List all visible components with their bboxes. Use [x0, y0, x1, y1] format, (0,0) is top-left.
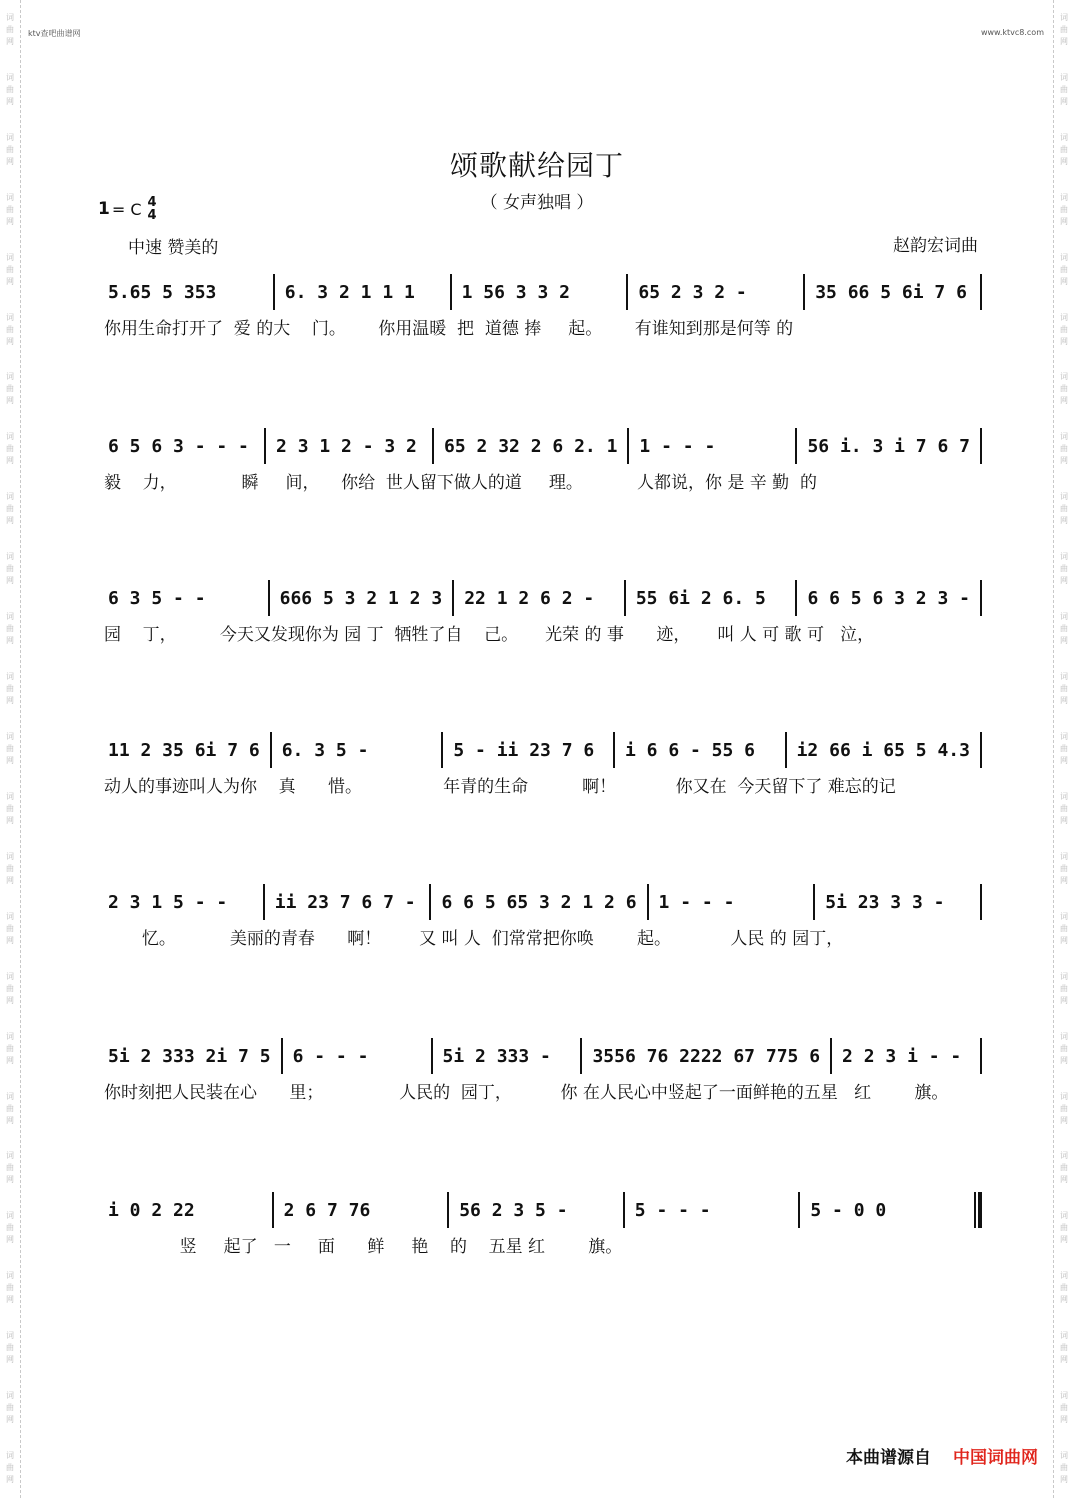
watermark-char: 网 [1060, 336, 1068, 346]
watermark-char: 曲 [6, 1463, 14, 1473]
watermark-char: 词 [1060, 1391, 1068, 1401]
watermark-char: 网 [6, 1235, 14, 1245]
barline [980, 732, 982, 768]
measure: 65 2 3 2 - [638, 281, 747, 303]
watermark-group [0, 1318, 20, 1378]
watermark-group [0, 1198, 20, 1258]
watermark-char: 词 [6, 1271, 14, 1281]
watermark-char: 词 [1060, 1151, 1068, 1161]
watermark-group [0, 300, 20, 360]
watermark-char: 网 [1060, 36, 1068, 46]
watermark-char: 网 [6, 1055, 14, 1065]
right-watermark-strip [1053, 0, 1074, 1498]
watermark-char: 网 [1060, 1295, 1068, 1305]
measure: 1 56 3 3 2 [461, 281, 570, 303]
watermark-char: 曲 [1060, 1103, 1068, 1113]
watermark-char: 曲 [6, 24, 14, 34]
watermark-char: 网 [1060, 995, 1068, 1005]
watermark-char: 曲 [1060, 444, 1068, 454]
watermark-char: 词 [6, 791, 14, 801]
watermark-char: 词 [1060, 851, 1068, 861]
tempo-marking: 中速 赞美的 [128, 238, 219, 258]
measure: 56 2 3 5 - [459, 1199, 568, 1221]
watermark-group [1054, 0, 1074, 60]
notation-line [98, 880, 982, 924]
watermark-char: 曲 [1060, 1043, 1068, 1053]
watermark-char: 网 [1060, 456, 1068, 466]
measure: 2 3 1 5 - - [108, 891, 228, 913]
watermark-char: 网 [6, 1115, 14, 1125]
measure: 3556 76 2222 67 775 6 [592, 1045, 821, 1067]
watermark-char: 词 [1060, 132, 1068, 142]
watermark-char: 网 [6, 696, 14, 706]
watermark-group [0, 599, 20, 659]
watermark-group [1054, 599, 1074, 659]
watermark-char: 曲 [1060, 564, 1068, 574]
watermark-char: 词 [1060, 791, 1068, 801]
watermark-char: 网 [1060, 1115, 1068, 1125]
left-watermark-strip [0, 0, 21, 1498]
watermark-char: 曲 [1060, 264, 1068, 274]
key-signature [98, 196, 157, 222]
watermark-char: 词 [6, 252, 14, 262]
watermark-char: 词 [6, 192, 14, 202]
measure: 5i 2 333 2i 7 5 [108, 1045, 271, 1067]
watermark-char: 网 [6, 1295, 14, 1305]
watermark-group [1054, 1318, 1074, 1378]
watermark-group [0, 479, 20, 539]
watermark-char: 词 [1060, 312, 1068, 322]
watermark-char: 网 [6, 1475, 14, 1485]
score-row [98, 1188, 982, 1262]
watermark-char: 词 [6, 851, 14, 861]
final-barline [974, 1192, 982, 1228]
watermark-group [0, 0, 20, 60]
watermark-char: 网 [1060, 756, 1068, 766]
score-row [98, 880, 982, 954]
watermark-char: 词 [6, 492, 14, 502]
watermark-char: 曲 [1060, 24, 1068, 34]
measure: i2 66 i 65 5 4.3 [796, 739, 970, 761]
watermark-char: 网 [1060, 276, 1068, 286]
watermark-char: 曲 [6, 1223, 14, 1233]
watermark-char: 网 [1060, 576, 1068, 586]
watermark-char: 词 [1060, 492, 1068, 502]
watermark-char: 曲 [6, 564, 14, 574]
watermark-char: 网 [1060, 815, 1068, 825]
watermark-char: 曲 [6, 504, 14, 514]
watermark-char: 网 [6, 156, 14, 166]
song-title: 颂歌献给园丁 [449, 149, 624, 182]
watermark-char: 曲 [1060, 1463, 1068, 1473]
key-eq: = C [111, 199, 142, 219]
watermark-char: 词 [6, 12, 14, 22]
composer-credit: 赵韵宏词曲 [893, 236, 978, 256]
measure: i 0 2 22 [108, 1199, 195, 1221]
watermark-char: 曲 [6, 444, 14, 454]
song-subtitle: （ 女声独唱 ） [480, 193, 594, 213]
watermark-char: 网 [6, 995, 14, 1005]
watermark-char: 词 [1060, 1331, 1068, 1341]
footer-label: 本曲谱源自 [846, 1448, 931, 1468]
watermark-char: 网 [6, 456, 14, 466]
watermark-char: 曲 [6, 863, 14, 873]
watermark-char: 网 [6, 216, 14, 226]
watermark-char: 曲 [1060, 1403, 1068, 1413]
watermark-char: 词 [1060, 1091, 1068, 1101]
notation-line [98, 1034, 982, 1078]
measure: 6 6 5 65 3 2 1 2 6 [441, 891, 637, 913]
watermark-group [1054, 300, 1074, 360]
score-row [98, 424, 982, 498]
watermark-char: 网 [1060, 516, 1068, 526]
watermark-char: 网 [6, 276, 14, 286]
lyrics-line: 园 丁， 今天又发现你为 园 丁 牺牲了自 己。 光荣 的 事 迹， 叫 人 可 歌 可 泣， [104, 625, 875, 645]
watermark-group [1054, 1438, 1074, 1498]
watermark-char: 词 [6, 672, 14, 682]
watermark-group [0, 1139, 20, 1199]
measure: 22 1 2 6 2 - [464, 587, 595, 609]
watermark-group [1054, 839, 1074, 899]
watermark-group [1054, 659, 1074, 719]
measure: 2 2 3 i - - [842, 1045, 962, 1067]
watermark-char: 网 [6, 935, 14, 945]
watermark-char: 曲 [1060, 504, 1068, 514]
watermark-char: 词 [6, 312, 14, 322]
watermark-group [0, 779, 20, 839]
watermark-char: 曲 [6, 1043, 14, 1053]
watermark-group [0, 839, 20, 899]
measure: ii 23 7 6 7 - [274, 891, 416, 913]
measure: 5 - 0 0 [810, 1199, 887, 1221]
watermark-char: 网 [6, 1415, 14, 1425]
watermark-char: 网 [1060, 96, 1068, 106]
watermark-char: 网 [6, 815, 14, 825]
watermark-char: 词 [6, 552, 14, 562]
measure: 35 66 5 6i 7 6 [815, 281, 967, 303]
watermark-char: 网 [6, 516, 14, 526]
watermark-char: 网 [6, 756, 14, 766]
watermark-char: 曲 [1060, 803, 1068, 813]
watermark-group [1054, 1198, 1074, 1258]
measure: 1 - - - [639, 435, 716, 457]
watermark-char: 词 [1060, 911, 1068, 921]
watermark-char: 词 [1060, 552, 1068, 562]
header-site-url: www.ktvc8.com [980, 28, 1044, 37]
watermark-char: 词 [1060, 1031, 1068, 1041]
watermark-char: 网 [6, 576, 14, 586]
watermark-char: 网 [1060, 1355, 1068, 1365]
watermark-char: 网 [6, 1355, 14, 1365]
watermark-char: 网 [1060, 1475, 1068, 1485]
barline [980, 428, 982, 464]
watermark-char: 词 [1060, 732, 1068, 742]
watermark-char: 词 [6, 1151, 14, 1161]
watermark-group [0, 360, 20, 420]
watermark-char: 网 [1060, 636, 1068, 646]
watermark-group [1054, 1139, 1074, 1199]
measure: 6 - - - [292, 1045, 369, 1067]
measure: 2 3 1 2 - 3 2 [276, 435, 417, 457]
watermark-char: 网 [6, 336, 14, 346]
measure: 2 6 7 76 [283, 1199, 371, 1221]
watermark-group [1054, 1258, 1074, 1318]
watermark-char: 词 [6, 911, 14, 921]
watermark-char: 词 [6, 372, 14, 382]
footer-brand: 中国词曲网 [953, 1448, 1038, 1468]
watermark-group [0, 959, 20, 1019]
watermark-char: 词 [1060, 252, 1068, 262]
watermark-char: 词 [6, 432, 14, 442]
lyrics-line: 你用生命打开了 爱 的大 门。 你用温暖 把 道德 捧 起。 有谁知到那是何等 的 [104, 319, 794, 339]
watermark-char: 词 [1060, 72, 1068, 82]
watermark-char: 网 [1060, 696, 1068, 706]
watermark-group [0, 240, 20, 300]
watermark-char: 曲 [6, 84, 14, 94]
watermark-char: 曲 [6, 1163, 14, 1173]
barline [980, 884, 982, 920]
watermark-char: 词 [1060, 1211, 1068, 1221]
watermark-char: 词 [1060, 672, 1068, 682]
watermark-group [0, 1258, 20, 1318]
watermark-char: 词 [6, 1331, 14, 1341]
watermark-group [1054, 779, 1074, 839]
watermark-char: 词 [6, 1091, 14, 1101]
watermark-group [0, 899, 20, 959]
watermark-char: 网 [1060, 1055, 1068, 1065]
measure: 5i 2 333 - [442, 1045, 551, 1067]
watermark-char: 网 [6, 396, 14, 406]
watermark-group [0, 1378, 20, 1438]
watermark-group [0, 1019, 20, 1079]
lyrics-line: 动人的事迹叫人为你 真 惜。 年青的生命 啊！ 你又在 今天留下了 难忘的记 [104, 777, 896, 797]
watermark-char: 曲 [6, 983, 14, 993]
watermark-char: 词 [6, 1211, 14, 1221]
watermark-char: 网 [1060, 216, 1068, 226]
watermark-char: 网 [1060, 875, 1068, 885]
watermark-char: 曲 [6, 204, 14, 214]
watermark-char: 曲 [1060, 1223, 1068, 1233]
watermark-group [0, 659, 20, 719]
watermark-group [1054, 1079, 1074, 1139]
watermark-group [1054, 60, 1074, 120]
watermark-char: 网 [6, 96, 14, 106]
watermark-char: 词 [6, 1031, 14, 1041]
watermark-char: 网 [1060, 396, 1068, 406]
watermark-char: 曲 [6, 1403, 14, 1413]
watermark-char: 词 [6, 971, 14, 981]
watermark-char: 网 [6, 875, 14, 885]
watermark-char: 词 [1060, 612, 1068, 622]
watermark-char: 曲 [6, 744, 14, 754]
lyrics-line: 忆。 美丽的青春 啊！ 又 叫 人 们常常把你唤 起。 人民 的 园丁， [104, 929, 844, 949]
measure: 65 2 32 2 6 2. 1 [444, 435, 618, 457]
watermark-char: 词 [1060, 1271, 1068, 1281]
watermark-char: 词 [1060, 12, 1068, 22]
watermark-group [1054, 719, 1074, 779]
watermark-char: 曲 [1060, 1163, 1068, 1173]
notation-line [98, 424, 982, 468]
watermark-group [1054, 360, 1074, 420]
watermark-char: 曲 [6, 803, 14, 813]
watermark-char: 曲 [6, 384, 14, 394]
footer-source [846, 1443, 1038, 1468]
watermark-group [1054, 1378, 1074, 1438]
measure: 6 6 5 6 3 2 3 - [807, 587, 970, 609]
watermark-group [1054, 479, 1074, 539]
time-signature [148, 196, 157, 222]
measure: 5 - - - [634, 1199, 711, 1221]
watermark-char: 曲 [6, 1283, 14, 1293]
watermark-char: 词 [6, 732, 14, 742]
watermark-char: 网 [1060, 1235, 1068, 1245]
watermark-char: 曲 [6, 144, 14, 154]
watermark-group [1054, 899, 1074, 959]
measure: 6. 3 2 1 1 1 [284, 281, 415, 303]
watermark-char: 词 [6, 612, 14, 622]
watermark-char: 网 [6, 36, 14, 46]
time-numerator: 4 [147, 195, 157, 210]
score-row [98, 728, 982, 802]
watermark-char: 词 [1060, 432, 1068, 442]
watermark-char: 词 [1060, 372, 1068, 382]
lyrics-line: 毅 力， 瞬 间， 你给 世人留下做人的道 理。 人都说，你 是 辛 勤 的 [104, 473, 817, 493]
watermark-group [1054, 959, 1074, 1019]
watermark-char: 曲 [6, 684, 14, 694]
barline [980, 1038, 982, 1074]
watermark-group [1054, 240, 1074, 300]
barline [980, 274, 982, 310]
watermark-group [0, 60, 20, 120]
measure: 666 5 3 2 1 2 3 [279, 587, 443, 609]
watermark-group [0, 539, 20, 599]
watermark-char: 曲 [1060, 204, 1068, 214]
watermark-char: 词 [6, 1451, 14, 1461]
watermark-char: 词 [6, 1391, 14, 1401]
watermark-char: 词 [1060, 1451, 1068, 1461]
lyrics-line: 竖 起了 一 面 鲜 艳 的 五星 红 旗。 [104, 1237, 623, 1257]
watermark-group [1054, 1019, 1074, 1079]
watermark-char: 词 [1060, 971, 1068, 981]
header-site-name: ktv查吧曲谱网 [28, 29, 81, 38]
watermark-group [0, 719, 20, 779]
watermark-group [0, 1438, 20, 1498]
watermark-char: 曲 [1060, 1343, 1068, 1353]
measure: 1 - - - [658, 891, 735, 913]
measure: 55 6i 2 6. 5 [635, 587, 766, 609]
watermark-char: 网 [1060, 935, 1068, 945]
watermark-char: 曲 [1060, 324, 1068, 334]
watermark-char: 曲 [1060, 384, 1068, 394]
notation-line [98, 1188, 982, 1232]
measure: 56 i. 3 i 7 6 7 [807, 435, 970, 457]
measure: 6 5 6 3 - - - [108, 435, 249, 457]
watermark-char: 网 [6, 1175, 14, 1185]
watermark-char: 曲 [6, 923, 14, 933]
watermark-char: 曲 [6, 1343, 14, 1353]
watermark-char: 曲 [1060, 624, 1068, 634]
score-row [98, 1034, 982, 1108]
watermark-char: 曲 [6, 324, 14, 334]
watermark-group [0, 419, 20, 479]
key-one: 1 [98, 199, 110, 219]
watermark-char: 曲 [1060, 863, 1068, 873]
notation-line [98, 576, 982, 620]
watermark-group [1054, 419, 1074, 479]
watermark-char: 网 [1060, 156, 1068, 166]
measure: 6. 3 5 - [281, 739, 369, 761]
lyrics-line: 你时刻把人民装在心 里； 人民的 园丁， 你 在人民心中竖起了一面鲜艳的五星 红 旗。 [104, 1083, 949, 1103]
watermark-char: 曲 [6, 264, 14, 274]
watermark-char: 曲 [1060, 684, 1068, 694]
watermark-char: 词 [1060, 192, 1068, 202]
watermark-char: 曲 [6, 624, 14, 634]
measure: 11 2 35 6i 7 6 [108, 739, 260, 761]
watermark-char: 曲 [1060, 744, 1068, 754]
watermark-char: 曲 [1060, 923, 1068, 933]
watermark-group [0, 1079, 20, 1139]
notation-line [98, 728, 982, 772]
watermark-char: 网 [6, 636, 14, 646]
watermark-char: 曲 [1060, 1283, 1068, 1293]
time-denominator: 4 [147, 208, 157, 223]
score-row [98, 270, 982, 344]
notation-line [98, 270, 982, 314]
measure: 5 - ii 23 7 6 [453, 739, 595, 761]
watermark-char: 曲 [6, 1103, 14, 1113]
watermark-char: 曲 [1060, 983, 1068, 993]
watermark-char: 词 [6, 72, 14, 82]
measure: 5.65 5 353 [108, 281, 217, 303]
measure: 5i 23 3 3 - [825, 891, 945, 913]
watermark-char: 曲 [1060, 144, 1068, 154]
measure: i 6 6 - 55 6 [624, 739, 756, 761]
barline [980, 580, 982, 616]
watermark-char: 网 [1060, 1175, 1068, 1185]
watermark-char: 曲 [1060, 84, 1068, 94]
watermark-char: 词 [6, 132, 14, 142]
watermark-group [1054, 539, 1074, 599]
measure: 6 3 5 - - [108, 587, 206, 609]
watermark-char: 网 [1060, 1415, 1068, 1425]
score-row [98, 576, 982, 650]
